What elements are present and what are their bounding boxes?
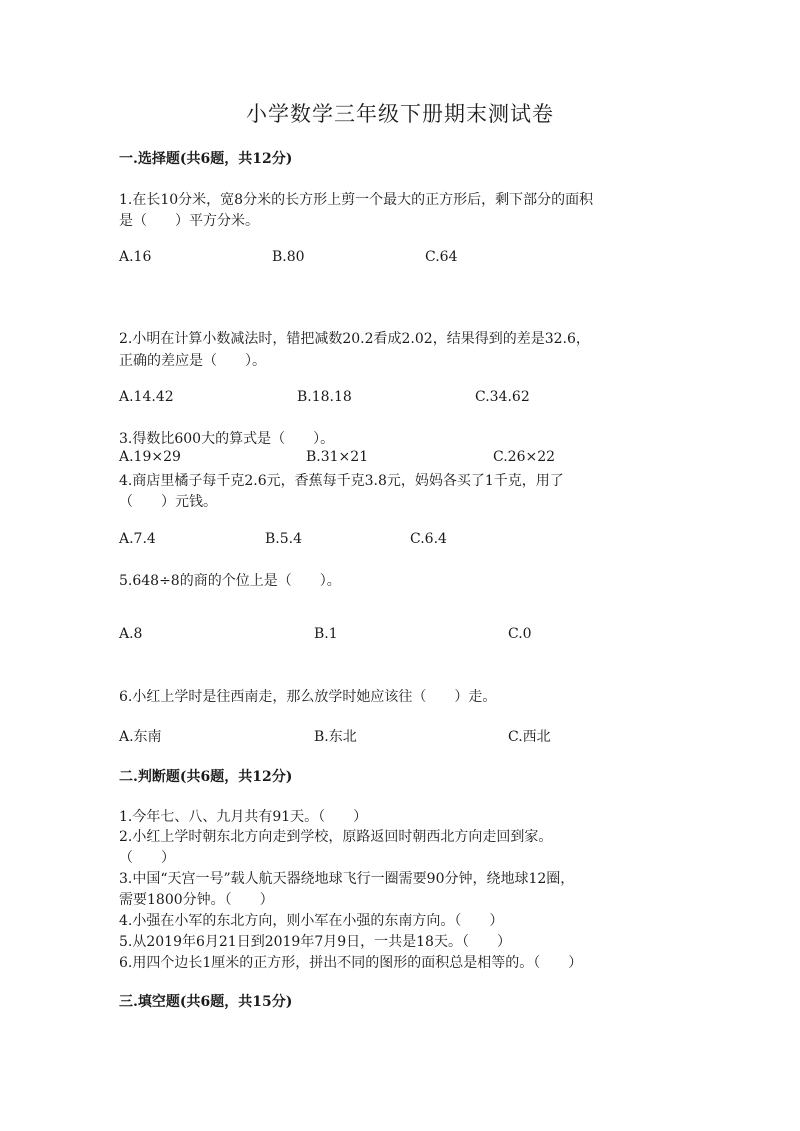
q4-line2: （ ）元钱。 [119, 494, 217, 510]
judge-line: 4.小强在小军的东北方向，则小军在小强的东南方向。（ ） [119, 913, 504, 929]
judge-line: （ ） [119, 850, 175, 866]
page-title: 小学数学三年级下册期末测试卷 [246, 102, 554, 126]
section-heading-judgement: 二.判断题(共6题，共12分) [119, 769, 293, 785]
judge-line: 5.从2019年6月21日到2019年7月9日，一共是18天。（ ） [119, 934, 511, 950]
q2-option-a: A.14.42 [119, 389, 174, 405]
q5-option-a: A.8 [119, 626, 143, 642]
q6-option-c: C.西北 [508, 729, 551, 745]
judge-line: 6.用四个边长1厘米的正方形，拼出不同的图形的面积总是相等的。（ ） [119, 955, 583, 971]
q2-option-c: C.34.62 [475, 389, 530, 405]
judge-line: 1.今年七、八、九月共有91天。（ ） [119, 809, 368, 825]
q5-option-c: C.0 [508, 626, 532, 642]
q1-option-b: B.80 [272, 249, 305, 265]
q5-line1: 5.648÷8的商的个位上是（ ）。 [119, 573, 341, 589]
q6-option-b: B.东北 [314, 729, 357, 745]
q2-line1: 2.小明在计算小数减法时，错把减数20.2看成2.02，结果得到的差是32.6， [119, 331, 590, 347]
q2-line2: 正确的差应是（ ）。 [119, 353, 266, 369]
section-heading-choice: 一.选择题(共6题，共12分) [119, 151, 293, 167]
q4-option-c: C.6.4 [410, 531, 447, 547]
q1-option-c: C.64 [425, 249, 458, 265]
judge-line: 需要1800分钟。（ ） [119, 892, 274, 908]
q6-line1: 6.小红上学时是往西南走，那么放学时她应该往（ ）走。 [119, 689, 497, 705]
q6-option-a: A.东南 [119, 729, 162, 745]
q1-line2: 是（ ）平方分米。 [119, 213, 259, 229]
q3-option-b: B.31×21 [306, 449, 369, 465]
q3-option-a: A.19×29 [119, 449, 181, 465]
q3-option-c: C.26×22 [493, 449, 556, 465]
q4-option-b: B.5.4 [265, 531, 303, 547]
section-heading-fill: 三.填空题(共6题，共15分) [119, 994, 293, 1010]
q4-option-a: A.7.4 [119, 531, 156, 547]
q2-option-b: B.18.18 [297, 389, 352, 405]
q3-line1: 3.得数比600大的算式是（ ）。 [119, 431, 335, 447]
q5-option-b: B.1 [314, 626, 338, 642]
q1-option-a: A.16 [119, 249, 152, 265]
judge-line: 2.小红上学时朝东北方向走到学校，原路返回时朝西北方向走回到家。 [119, 829, 553, 845]
q4-line1: 4.商店里橘子每千克2.6元，香蕉每千克3.8元，妈妈各买了1千克，用了 [119, 473, 564, 489]
judge-line: 3.中国“天宫一号”载人航天器绕地球飞行一圈需要90分钟，绕地球12圈， [119, 871, 575, 887]
q1-line1: 1.在长10分米，宽8分米的长方形上剪一个最大的正方形后，剩下部分的面积 [119, 192, 594, 208]
